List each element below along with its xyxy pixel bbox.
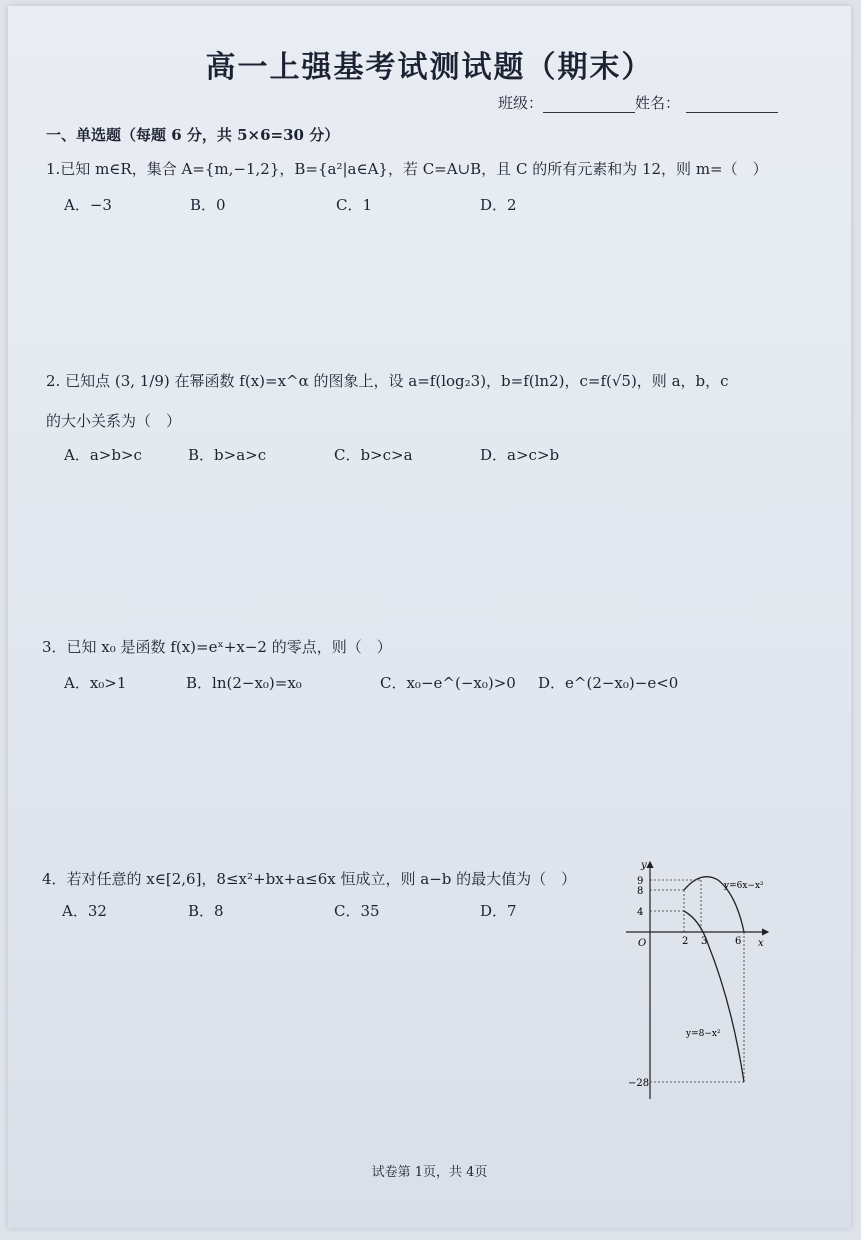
y-tick-neg28: −28 — [628, 1078, 650, 1089]
q4-option-d: D．7 — [480, 902, 517, 920]
question-4-stem: 4．若对任意的 x∈[2,6]，8≤x²+bx+a≤6x 恒成立，则 a−b 的最大值为（ ） — [42, 870, 577, 888]
q1-option-d: D．2 — [480, 196, 517, 214]
origin-label: O — [638, 938, 647, 949]
x-tick-6: 6 — [735, 936, 742, 947]
q1-option-b: B．0 — [190, 196, 226, 214]
x-tick-2: 2 — [682, 936, 689, 947]
q1-option-a: A．−3 — [64, 196, 112, 214]
guide-lines — [650, 880, 744, 1082]
class-label: 班级： — [498, 94, 544, 112]
q4-option-a: A．32 — [62, 902, 107, 920]
y-tick-8: 8 — [637, 886, 644, 897]
page-footer: 试卷第 1页，共 4页 — [371, 1165, 488, 1180]
q2-option-b: B．b>a>c — [188, 446, 267, 464]
y-tick-4: 4 — [637, 907, 644, 918]
page-title: 高一上强基考试测试题（期末） — [205, 50, 654, 85]
name-label: 姓名： — [635, 94, 681, 112]
y-tick-9: 9 — [637, 876, 644, 887]
q4-option-b: B．8 — [188, 902, 224, 920]
q3-option-a: A．x₀>1 — [64, 674, 127, 692]
q3-option-b: B．ln(2−x₀)=x₀ — [186, 674, 302, 692]
label-lower-curve: y=8−x² — [686, 1029, 721, 1039]
q3-option-d: D．e^(2−x₀)−e<0 — [538, 674, 679, 692]
question-1-stem: 1.已知 m∈R，集合 A={m,−1,2}，B={a²|a∈A}，若 C=A∪B，且 C 的所有元素和为 12，则 m=（ ） — [46, 160, 768, 178]
q2-option-c: C．b>c>a — [334, 446, 413, 464]
class-blank[interactable] — [543, 112, 635, 113]
q1-option-c: C．1 — [336, 196, 373, 214]
x-axis-label: x — [758, 938, 764, 949]
section-heading: 一、单选题（每题 6 分，共 5×6=30 分） — [46, 126, 340, 144]
q2-option-d: D．a>c>b — [480, 446, 560, 464]
question-2-stem: 2. 已知点 (3, 1/9) 在幂函数 f(x)=x^α 的图象上，设 a=f(log₂3)，b=f(ln2)，c=f(√5)，则 a，b，c — [46, 372, 729, 390]
q4-option-c: C．35 — [334, 902, 380, 920]
student-info — [498, 92, 778, 113]
question-2-stem-cont: 的大小关系为（ ） — [46, 412, 182, 430]
q3-option-c: C．x₀−e^(−x₀)>0 — [380, 674, 516, 692]
q4-graph — [608, 854, 778, 1104]
x-tick-3: 3 — [701, 936, 708, 947]
exam-paper — [8, 6, 851, 1228]
q2-option-a: A．a>b>c — [64, 446, 142, 464]
label-upper-curve: y=6x−x² — [724, 881, 764, 891]
name-blank[interactable] — [686, 112, 778, 113]
question-3-stem: 3．已知 x₀ 是函数 f(x)=eˣ+x−2 的零点，则（ ） — [42, 638, 392, 656]
y-axis-label: y — [641, 860, 647, 871]
